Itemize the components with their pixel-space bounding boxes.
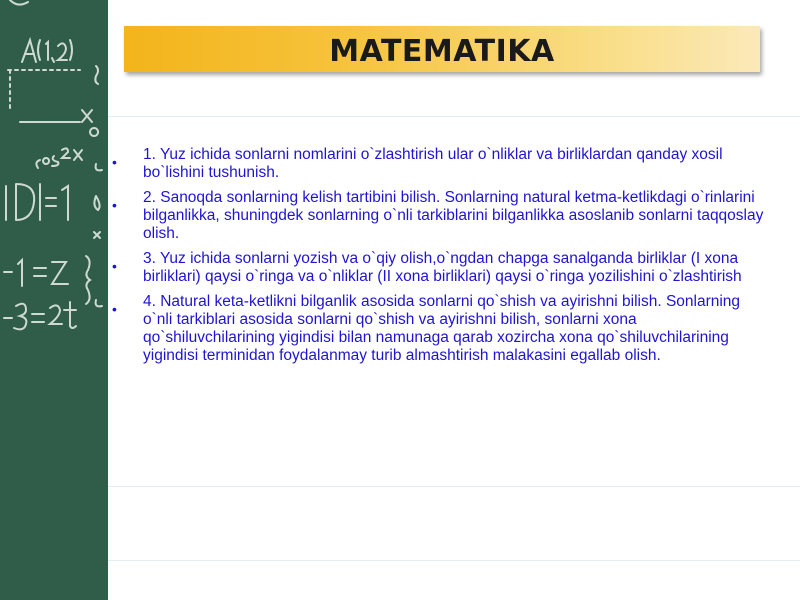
- page-title: MATEMATIKA: [329, 34, 555, 69]
- chalkboard-decoration: [0, 0, 108, 600]
- list-item-text: 4. Natural keta-ketlikni bilganlik asosida sonlarni qo`shish va ayirishni bilish. Sonlarning o`nli tarkiblari asosida sonlarni qo`shish va ayirishni bilish, sonlarni xona qo`shiluvchilarining yigindisi bilan namunaga qarab xozircha xona qo`shiluvchilarining yigindisi terminidan foydalanmay turib almashtirish malakasini egallab olish.: [143, 293, 741, 364]
- bullet-icon: •: [112, 258, 117, 274]
- list-item: [112, 250, 772, 286]
- list-item-text: 3. Yuz ichida sonlarni yozish va o`qiy olish,o`ngdan chapga sanalganda birliklar (I xona birliklari) qaysi o`ringa va o`nliklar (II xona birliklari) qaysi o`ringa yozilishini o`zlashtirish: [143, 250, 742, 285]
- list-item: [112, 146, 772, 182]
- chalk-scribbles: [0, 0, 108, 600]
- list-item-text: 2. Sanoqda sonlarning kelish tartibini bilish. Sonlarning natural ketma-ketlikdagi o`rinlarini bilganlikka, shuningdek sonlarning o`nli tarkiblarini bilganlikka asoslanib sonlarni taqqoslay olish.: [143, 189, 764, 242]
- bullet-icon: •: [112, 197, 117, 213]
- ruled-line: [108, 486, 800, 487]
- bullet-icon: •: [112, 301, 117, 317]
- list-item: [112, 293, 772, 365]
- list-item: [112, 189, 772, 243]
- ruled-line: [108, 560, 800, 561]
- title-banner: [124, 26, 760, 72]
- ruled-line: [108, 116, 800, 117]
- objectives-list: [112, 146, 772, 372]
- list-item-text: 1. Yuz ichida sonlarni nomlarini o`zlashtirish ular o`nliklar va birliklardan qanday xosil bo`lishini tushunish.: [143, 146, 723, 181]
- bullet-icon: •: [112, 154, 117, 170]
